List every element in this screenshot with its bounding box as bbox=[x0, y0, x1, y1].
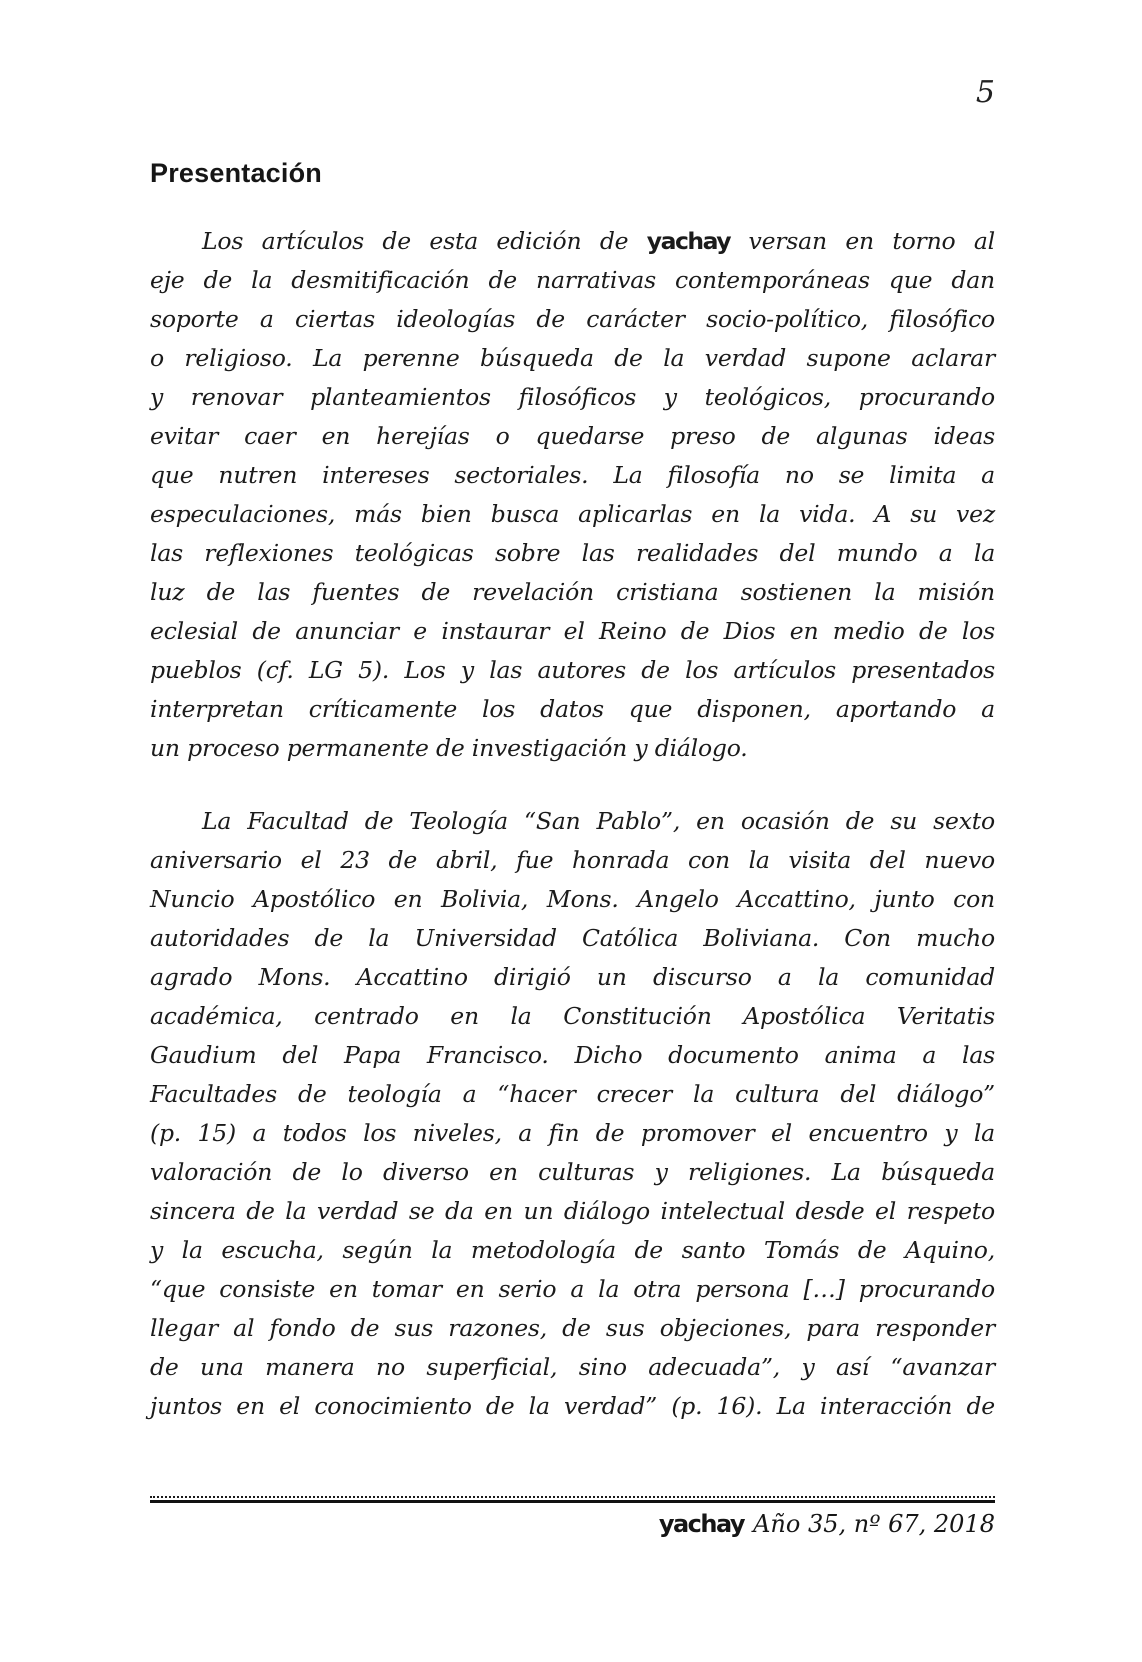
section-heading: Presentación bbox=[150, 158, 322, 188]
text-line: pueblos (cf. LG 5). Los y las autores de los artículos presentados bbox=[150, 656, 995, 684]
paragraph bbox=[150, 222, 995, 768]
text-line: evitar caer en herejías o quedarse preso de algunas ideas bbox=[150, 422, 995, 450]
journal-brand: yachay bbox=[658, 1510, 745, 1538]
text-line: las reflexiones teológicas sobre las realidades del mundo a la bbox=[150, 539, 995, 567]
text-line: autoridades de la Universidad Católica Boliviana. Con mucho bbox=[150, 924, 995, 952]
text-line: y la escucha, según la metodología de santo Tomás de Aquino, bbox=[150, 1236, 995, 1264]
page-number: 5 bbox=[975, 75, 995, 110]
text-line: Facultades de teología a “hacer crecer la cultura del diálogo” bbox=[150, 1080, 995, 1108]
text-line: de una manera no superficial, sino adecuada”, y así “avanzar bbox=[150, 1353, 995, 1381]
text-line: eclesial de anunciar e instaurar el Reino de Dios en medio de los bbox=[150, 617, 995, 645]
text-line: eje de la desmitificación de narrativas contemporáneas que dan bbox=[150, 266, 995, 294]
text-line: agrado Mons. Accattino dirigió un discurso a la comunidad bbox=[150, 963, 995, 991]
issue-info: Año 35, nº 67, 2018 bbox=[753, 1510, 995, 1538]
text-line: Los artículos de esta edición de yachay versan en torno al bbox=[202, 227, 995, 255]
text-line: sincera de la verdad se da en un diálogo intelectual desde el respeto bbox=[150, 1197, 995, 1225]
text-line: soporte a ciertas ideologías de carácter socio-político, filosófico bbox=[150, 305, 995, 333]
text-line: (p. 15) a todos los niveles, a fin de promover el encuentro y la bbox=[150, 1119, 995, 1147]
text-line: y renovar planteamientos filosóficos y teológicos, procurando bbox=[150, 383, 995, 411]
text-line: especulaciones, más bien busca aplicarlas en la vida. A su vez bbox=[150, 500, 995, 528]
text-line: Gaudium del Papa Francisco. Dicho documento anima a las bbox=[150, 1041, 995, 1069]
text-line: juntos en el conocimiento de la verdad” (p. 16). La interacción de bbox=[150, 1392, 995, 1420]
text-line: un proceso permanente de investigación y diálogo. bbox=[150, 734, 748, 762]
text-line: académica, centrado en la Constitución Apostólica Veritatis bbox=[150, 1002, 995, 1030]
text-line: o religioso. La perenne búsqueda de la verdad supone aclarar bbox=[150, 344, 995, 372]
text-line: interpretan críticamente los datos que disponen, aportando a bbox=[150, 695, 995, 723]
paragraph bbox=[150, 802, 995, 1426]
text-line: aniversario el 23 de abril, fue honrada con la visita del nuevo bbox=[150, 846, 995, 874]
text-line: “que consiste en tomar en serio a la otra persona […] procurando bbox=[150, 1275, 995, 1303]
text-line: Nuncio Apostólico en Bolivia, Mons. Angelo Accattino, junto con bbox=[150, 885, 995, 913]
journal-brand-inline: yachay bbox=[646, 227, 731, 255]
footer bbox=[150, 1508, 995, 1540]
footer-rule bbox=[150, 1496, 995, 1503]
text-line: La Facultad de Teología “San Pablo”, en ocasión de su sexto bbox=[202, 807, 995, 835]
text-line: luz de las fuentes de revelación cristiana sostienen la misión bbox=[150, 578, 995, 606]
body-text bbox=[150, 222, 995, 1426]
text-line: que nutren intereses sectoriales. La filosofía no se limita a bbox=[150, 461, 995, 489]
text-line: valoración de lo diverso en culturas y religiones. La búsqueda bbox=[150, 1158, 995, 1186]
text-line: llegar al fondo de sus razones, de sus objeciones, para responder bbox=[150, 1314, 995, 1342]
